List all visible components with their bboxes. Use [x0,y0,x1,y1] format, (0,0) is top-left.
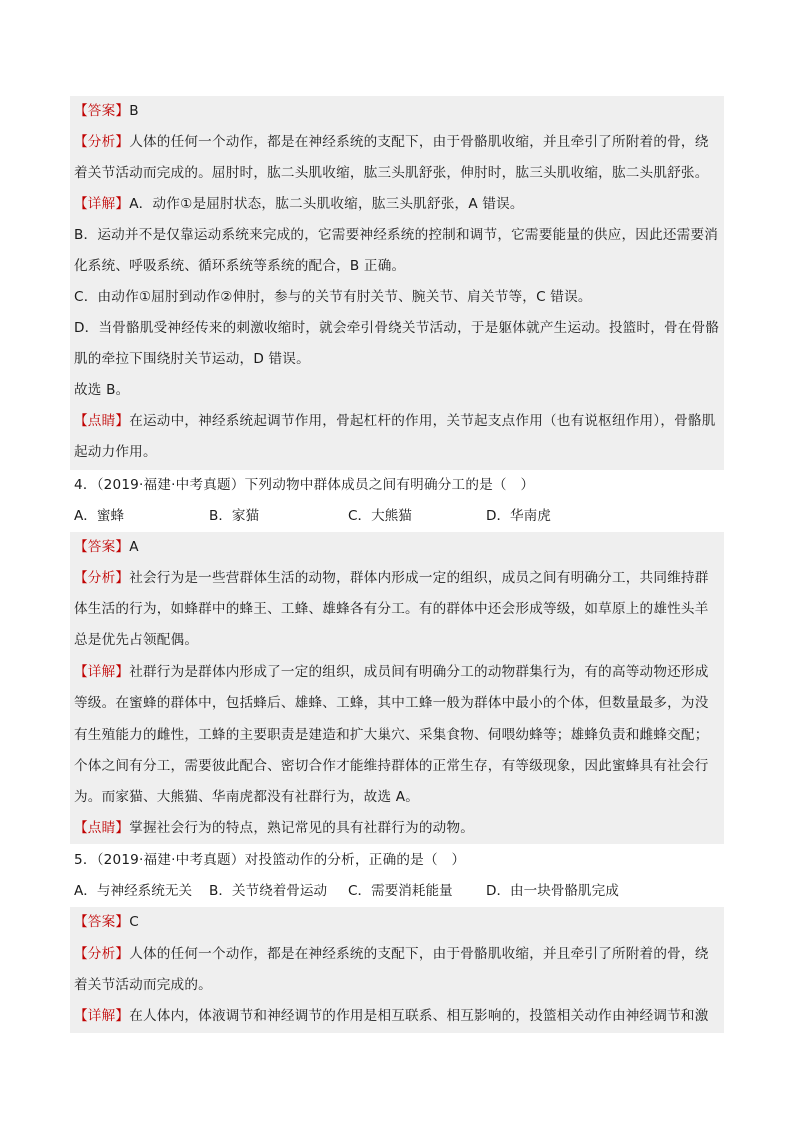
q3-detail-text-4: C．由动作①屈肘到动作②伸肘，参与的关节有肘关节、腕关节、肩关节等，C 错误。 [74,289,592,305]
q3-detail-text-7: 故选 B。 [74,382,130,398]
detail-tag: 【详解】 [74,664,130,680]
q4-detail-text-2: 等级。在蜜蜂的群体中，包括蜂后、雄蜂、工蜂，其中工蜂一般为群体中最小的个体，但数量最多，为没 [74,695,709,711]
q3-detail-text-3: 化系统、呼吸系统、循环系统等系统的配合，B 正确。 [74,258,406,274]
q5-analysis-line [74,939,720,970]
q4-stem: 4．（2019·福建·中考真题）下列动物中群体成员之间有明确分工的是（ ） [74,477,535,493]
q3-answer-line [74,96,720,127]
detail-text: 在人体内，体液调节和神经调节的作用是相互联系、相互影响的，投篮相关动作由神经调节和激 [129,1008,709,1024]
q4-analysis-text-2: 体生活的行为，如蜂群中的蜂王、工蜂、雄蜂各有分工。有的群体中还会形成等级，如草原上的雄性头羊 [74,601,709,617]
q4-point-line [74,813,720,844]
analysis-tag: 【分析】 [74,570,130,586]
q5-answer-line [74,907,720,938]
q5-option-c: C．需要消耗能量 [348,883,453,899]
answer-value: B [129,103,139,119]
q3-point-text-2: 起动力作用。 [74,444,157,460]
q5-analysis-text-2: 着关节活动而完成的。 [74,977,212,993]
analysis-text: 人体的任何一个动作，都是在神经系统的支配下，由于骨骼肌收缩，并且牵引了所附着的骨，绕 [129,946,709,962]
point-text: 在运动中，神经系统起调节作用，骨起杠杆的作用，关节起支点作用（也有说枢纽作用），骨骼肌 [129,413,716,429]
answer-tag: 【答案】 [74,103,130,119]
q3-analysis-line [74,127,720,158]
q4-option-b: B．家猫 [209,508,260,524]
q4-detail-text-3: 有生殖能力的雌性，工蜂的主要职责是建造和扩大巢穴、采集食物、伺喂幼蜂等；雄蜂负责和雌蜂交配； [74,727,709,743]
q3-detail-text-2: B．运动并不是仅靠运动系统来完成的，它需要神经系统的控制和调节，它需要能量的供应，因此还需要消 [74,227,719,243]
q3-detail-text-6: 肌的牵拉下围绕肘关节运动，D 错误。 [74,351,310,367]
analysis-tag: 【分析】 [74,134,130,150]
q5-detail-line [74,1001,720,1032]
detail-text: 社群行为是群体内形成了一定的组织，成员间有明确分工的动物群集行为，有的高等动物还形成 [129,664,709,680]
q4-analysis-line [74,563,720,594]
q3-analysis-text-2: 着关节活动而完成的。屈肘时，肱二头肌收缩，肱三头肌舒张，伸肘时，肱三头肌收缩，肱二头肌舒张。 [74,165,709,181]
q3-detail-line [74,189,720,220]
answer-tag: 【答案】 [74,539,130,555]
point-text: 掌握社会行为的特点，熟记常见的具有社群行为的动物。 [129,820,475,836]
detail-text: A．动作①是屈肘状态，肱二头肌收缩，肱三头肌舒张，A 错误。 [129,196,524,212]
detail-tag: 【详解】 [74,1008,130,1024]
q5-stem: 5．（2019·福建·中考真题）对投篮动作的分析，正确的是（ ） [74,852,466,868]
detail-tag: 【详解】 [74,196,130,212]
q5-option-a: A．与神经系统无关 [74,883,193,899]
q3-detail-text-5: D．当骨骼肌受神经传来的刺激收缩时，就会牵引骨绕关节活动，于是躯体就产生运动。投篮时，骨在骨骼 [74,320,720,336]
answer-value: C [129,914,139,930]
q4-detail-text-4: 个体之间有分工，需要彼此配合、密切合作才能维持群体的正常生存，有等级现象，因此蜜蜂具有社会行 [74,758,709,774]
q4-option-a: A．蜜蜂 [74,508,125,524]
q4-analysis-text-3: 总是优先占领配偶。 [74,632,199,648]
analysis-text: 人体的任何一个动作，都是在神经系统的支配下，由于骨骼肌收缩，并且牵引了所附着的骨，绕 [129,134,709,150]
point-tag: 【点睛】 [74,820,130,836]
answer-tag: 【答案】 [74,914,130,930]
q4-detail-text-5: 为。而家猫、大熊猫、华南虎都没有社群行为，故选 A。 [74,789,420,805]
answer-value: A [129,539,139,555]
analysis-text: 社会行为是一些营群体生活的动物，群体内形成一定的组织，成员之间有明确分工，共同维持群 [129,570,709,586]
analysis-tag: 【分析】 [74,946,130,962]
q4-option-c: C．大熊猫 [348,508,412,524]
q4-option-d: D．华南虎 [486,508,551,524]
point-tag: 【点睛】 [74,413,130,429]
q5-option-d: D．由一块骨骼肌完成 [486,883,619,899]
q5-option-b: B．关节绕着骨运动 [209,883,328,899]
q4-detail-line [74,657,720,688]
q3-point-line [74,406,720,437]
q4-answer-line [74,532,720,563]
